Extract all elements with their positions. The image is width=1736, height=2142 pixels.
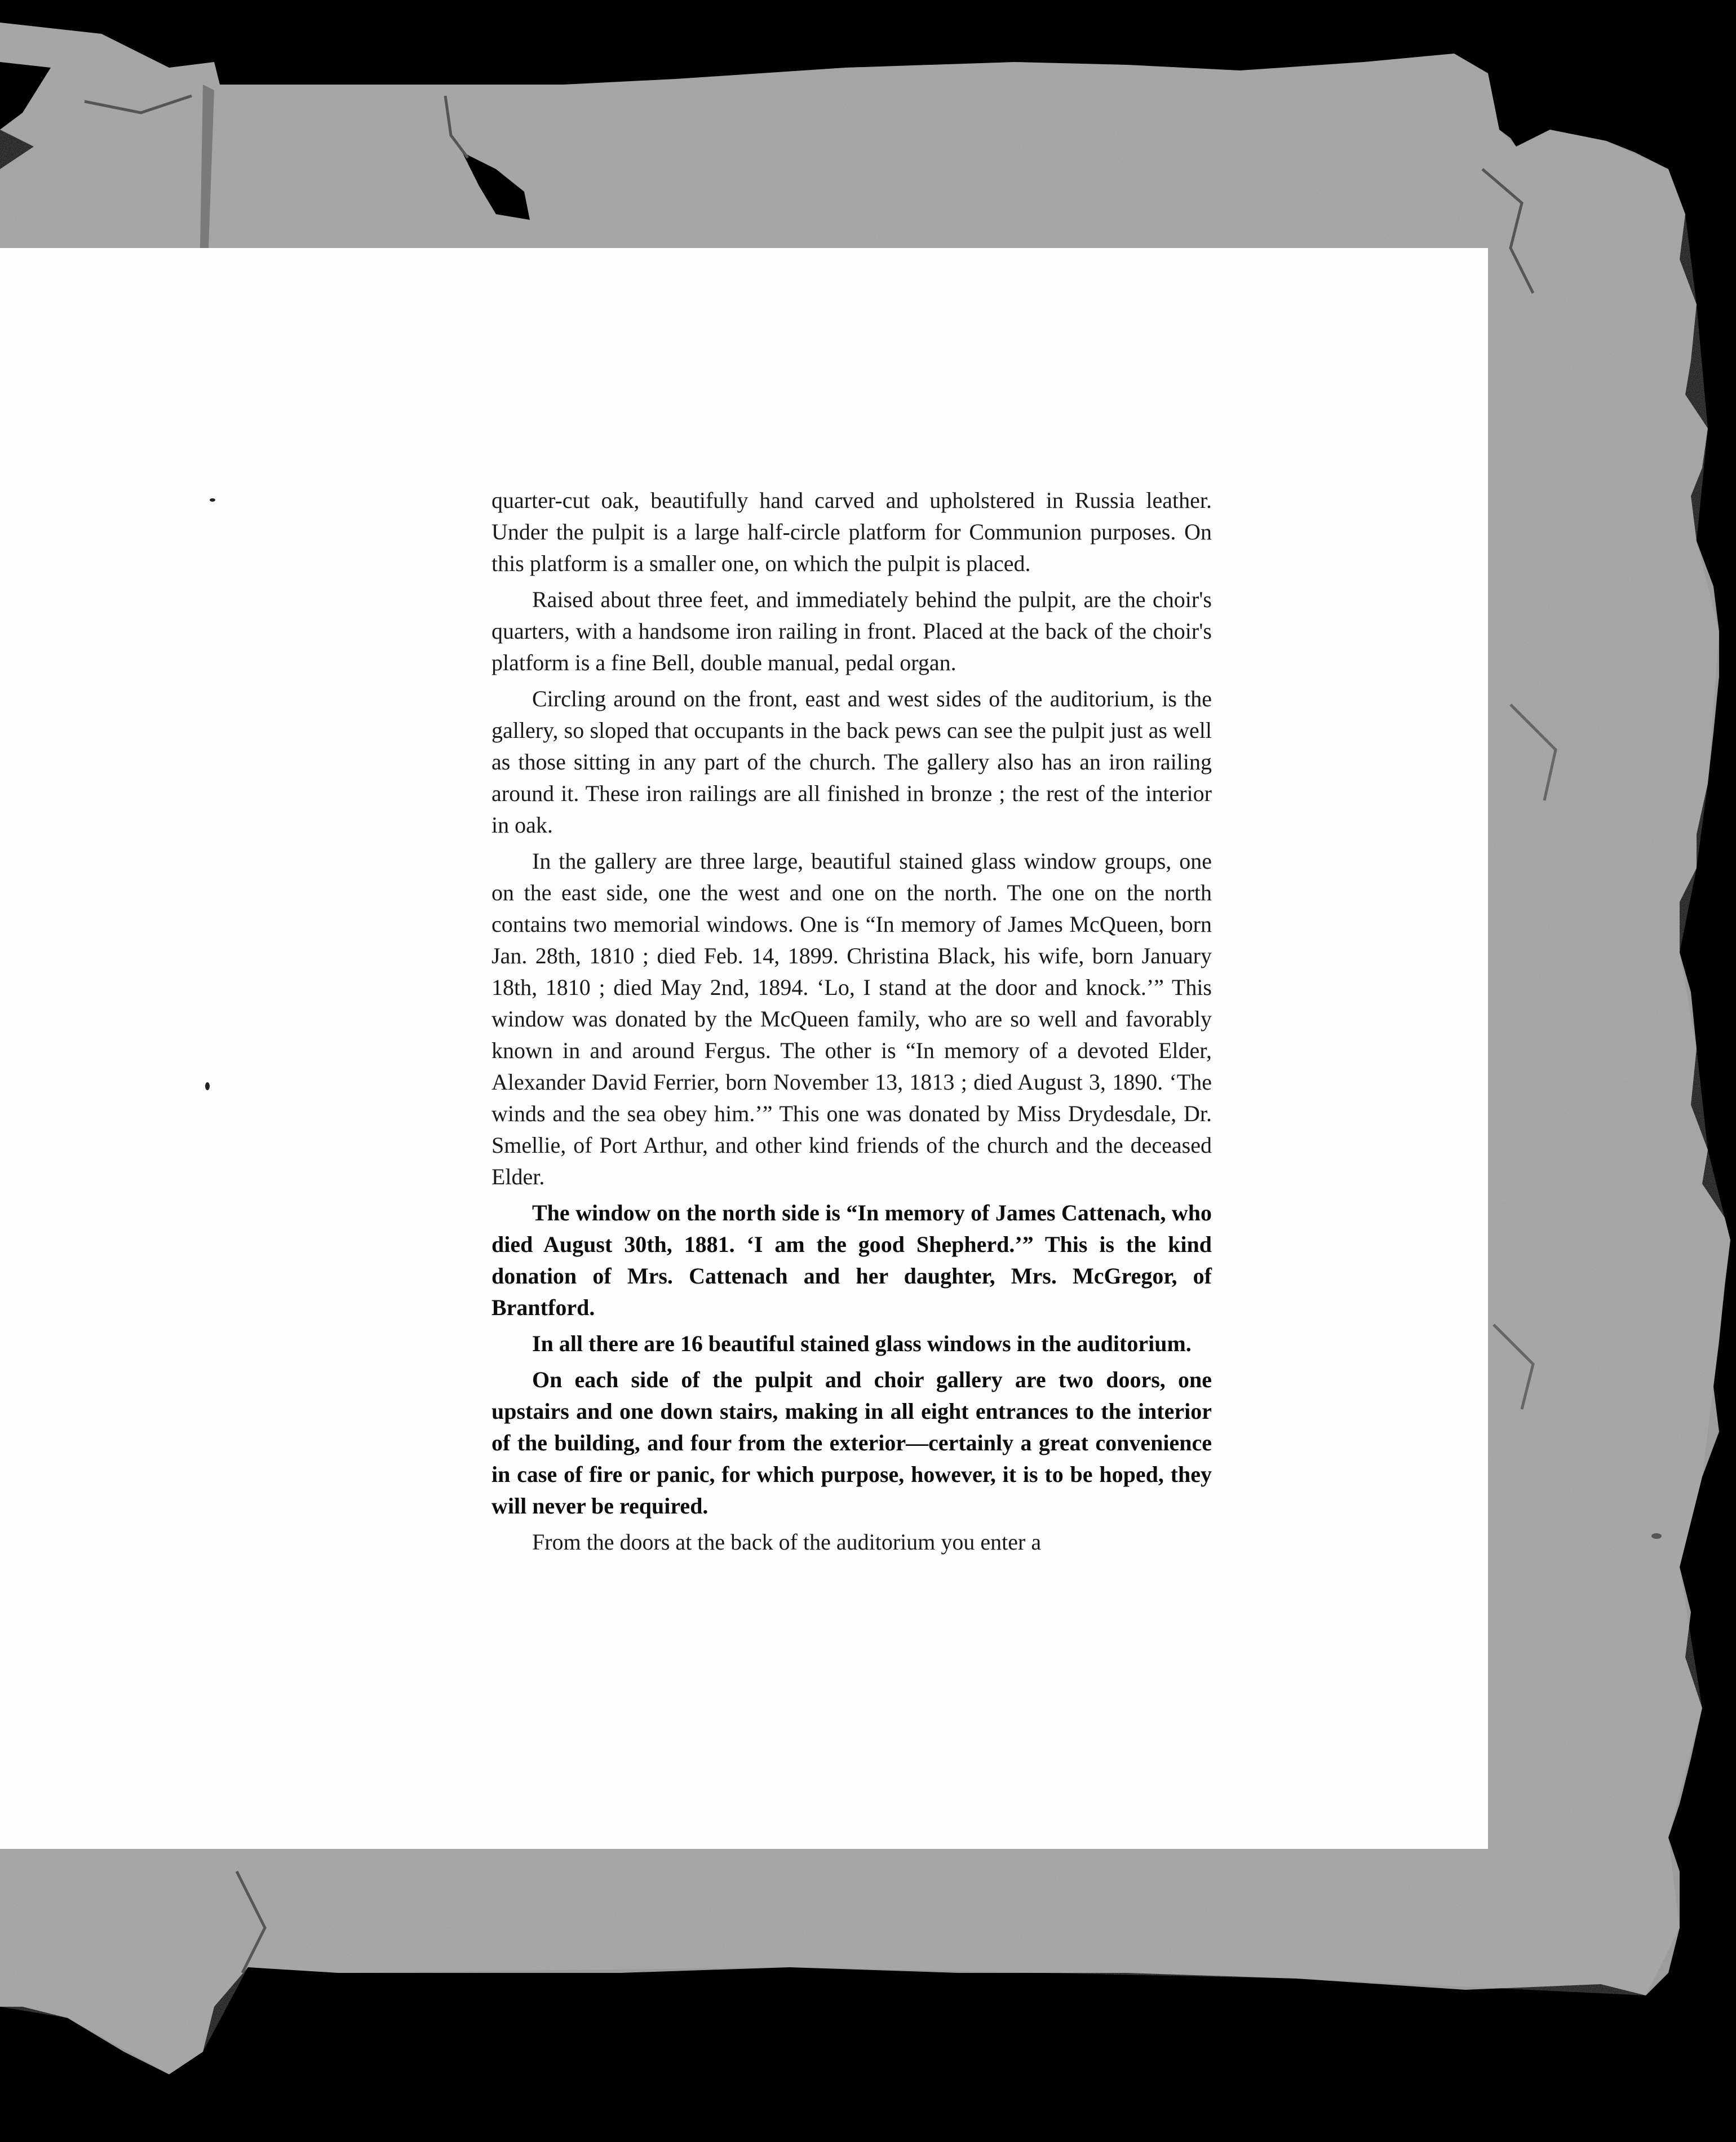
paragraph-8: From the doors at the back of the auditorium you enter a bbox=[532, 1529, 1042, 1555]
paragraph-3: Circling around on the front, east and west sides of the auditorium, is the gallery, so sloped that occupants in the back pews can see the pulpit just as well as those sitting in any part of the church. The gallery also has an iron railing around it. These iron railings are all finished in bronze ; the rest of the interior in oak. bbox=[491, 686, 1212, 838]
paragraph-5: The window on the north side is “In memory of James Cattenach, who died August 30th, 1881. ‘I am the good Shepherd.’” This is the kind donation of Mrs. Cattenach and her daughter, Mrs. McGregor, of Brantford. bbox=[491, 1200, 1212, 1320]
body-text bbox=[491, 485, 1212, 1563]
margin-speck bbox=[210, 498, 215, 502]
margin-speck bbox=[1651, 1533, 1662, 1539]
paragraph-6: In all there are 16 beautiful stained glass windows in the auditorium. bbox=[532, 1331, 1192, 1356]
paragraph-7: On each side of the pulpit and choir gallery are two doors, one upstairs and one down stairs, making in all eight entrances to the interior of the building, and four from the exterior—certainly a great convenience in case of fire or panic, for which purpose, however, it is to be hoped, they will never be required. bbox=[491, 1367, 1212, 1519]
margin-speck bbox=[205, 1082, 210, 1090]
paragraph-1: quarter-cut oak, beautifully hand carved and upholstered in Russia leather. Under the pulpit is a large half-circle platform for Communion purposes. On this platform is a smaller one, on which the pulpit is placed. bbox=[491, 488, 1212, 576]
paragraph-2: Raised about three feet, and immediately behind the pulpit, are the choir's quarters, with a handsome iron railing in front. Placed at the back of the choir's platform is a fine Bell, double manual, pedal organ. bbox=[491, 587, 1212, 675]
paragraph-4: In the gallery are three large, beautiful stained glass window groups, one on the east side, one the west and one on the north. The one on the north contains two memorial windows. One is “In memory of James McQueen, born Jan. 28th, 1810 ; died Feb. 14, 1899. Christina Black, his wife, born January 18th, 1810 ; died May 2nd, 1894. ‘Lo, I stand at the door and knock.’” This window was donated by the McQueen family, who are so well and favorably known in and around Fergus. The other is “In memory of a devoted Elder, Alexander David Ferrier, born November 13, 1813 ; died August 3, 1890. ‘The winds and the sea obey him.’” This one was donated by Miss Drydesdale, Dr. Smellie, of Port Arthur, and other kind friends of the church and the deceased Elder. bbox=[491, 848, 1212, 1189]
